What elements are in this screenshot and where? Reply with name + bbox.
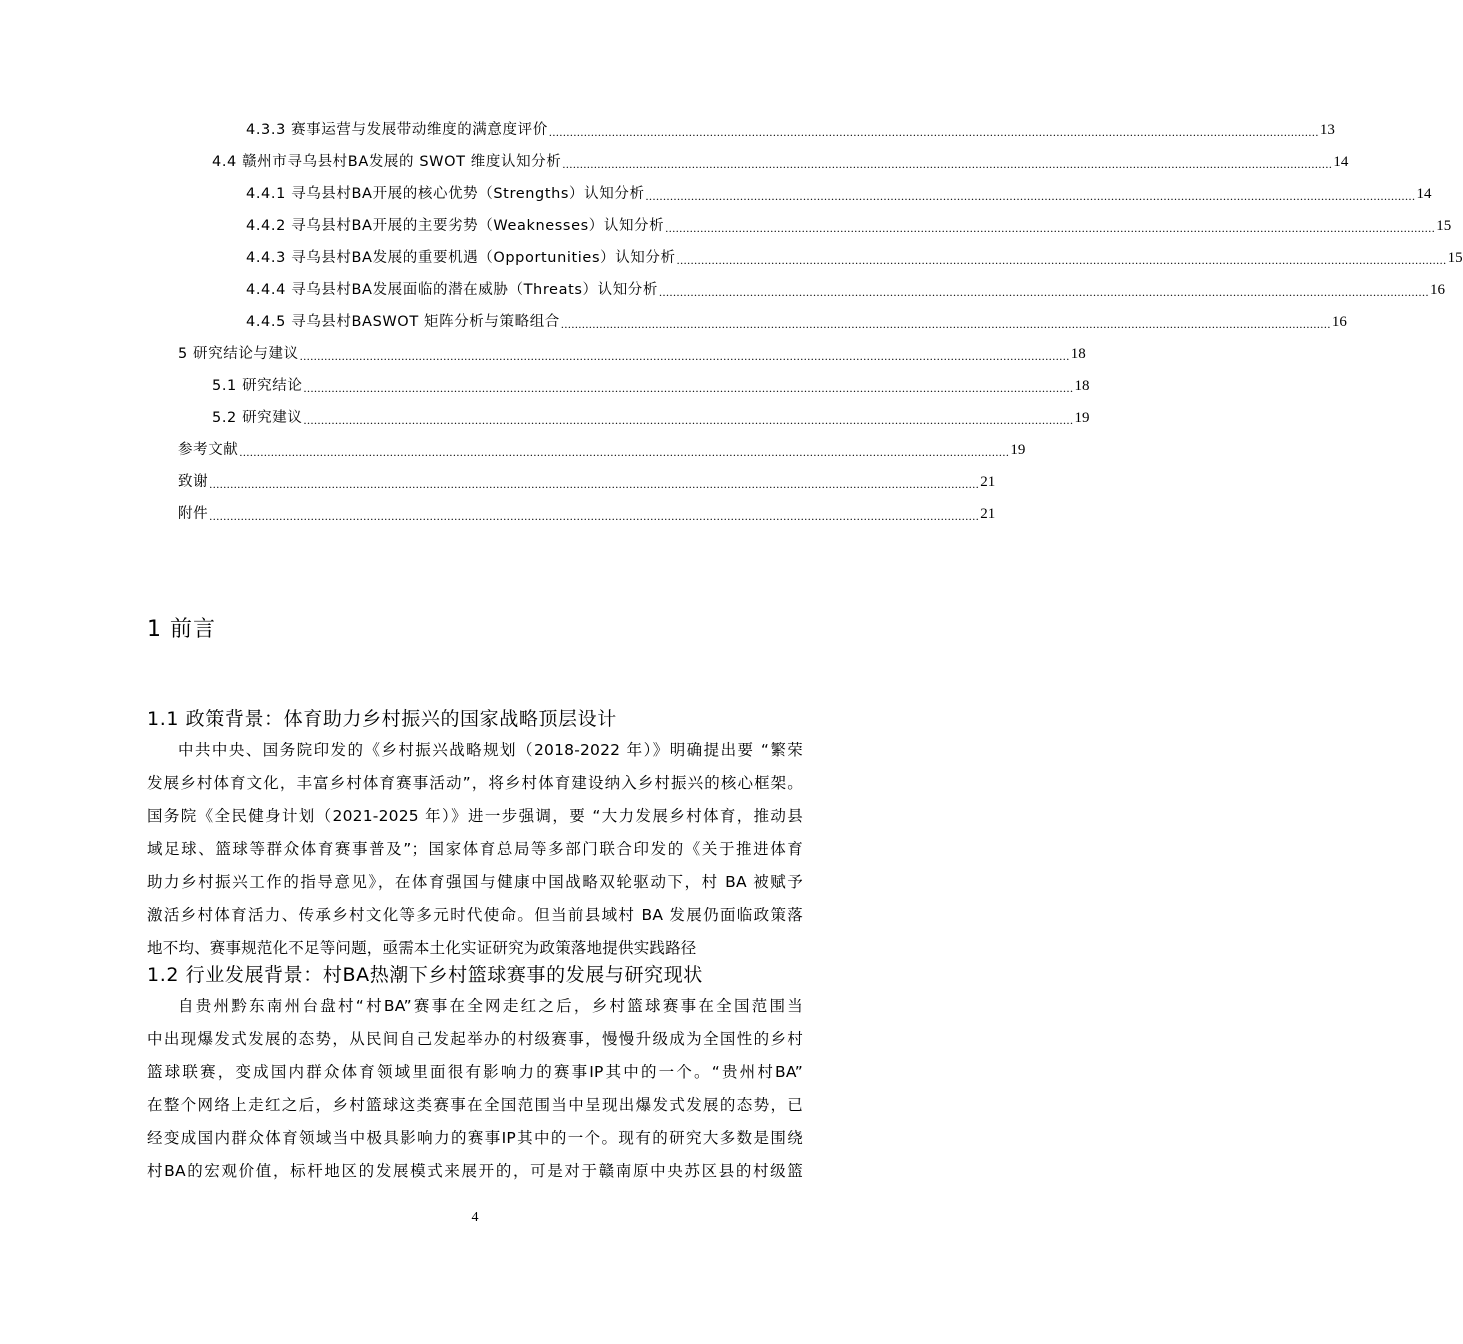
toc-leader-dots: ............................................................................................................................................................................................................................: [562, 157, 1333, 171]
toc-entry[interactable]: [178, 471, 996, 493]
paragraph-line: 在整个网络上走红之后，乡村篮球这类赛事在全国范围当中呈现出爆发式发展的态势，已: [147, 1096, 803, 1114]
toc-entry-page: 21: [980, 506, 996, 522]
toc-entry[interactable]: [246, 311, 1347, 333]
paragraph-line: 地不均、赛事规范化不足等问题，亟需本土化实证研究为政策落地提供实践路径: [147, 939, 697, 957]
toc-entry[interactable]: [178, 439, 1026, 461]
paragraph-line: 中共中央、国务院印发的《乡村振兴战略规划（2018-2022 年）》明确提出要 “繁荣: [178, 741, 803, 759]
paragraph: [147, 990, 803, 1188]
toc-entry-page: 21: [980, 474, 996, 490]
toc-entry-title: 致谢: [178, 474, 209, 490]
toc-leader-dots: ............................................................................................................................................................................................................................: [239, 445, 1010, 459]
paragraph-line: 激活乡村体育活力、传承乡村文化等多元时代使命。但当前县域村 BA 发展仍面临政策落: [147, 906, 803, 924]
toc-leader-dots: ............................................................................................................................................................................................................................: [303, 413, 1074, 427]
paragraph-line: 自贵州黔东南州台盘村“村BA”赛事在全网走红之后，乡村篮球赛事在全国范围当: [178, 997, 803, 1015]
paragraph-line: 经变成国内群众体育领域当中极具影响力的赛事IP其中的一个。现有的研究大多数是围绕: [147, 1129, 803, 1147]
toc-entry-page: 19: [1010, 442, 1026, 458]
toc-leader-dots: ............................................................................................................................................................................................................................: [645, 189, 1416, 203]
paragraph-line: 助力乡村振兴工作的指导意见》，在体育强国与健康中国战略双轮驱动下，村 BA 被赋予: [147, 873, 803, 891]
toc-entry[interactable]: [212, 375, 1090, 397]
chapter-title: 1 前言: [147, 617, 216, 642]
toc-entry[interactable]: [246, 279, 1446, 301]
toc-entry-title: 参考文献: [178, 442, 239, 458]
toc-entry-page: 19: [1074, 410, 1090, 426]
toc-entry-page: 13: [1319, 122, 1335, 138]
toc-entry[interactable]: [212, 151, 1349, 173]
toc-leader-dots: ............................................................................................................................................................................................................................: [299, 349, 1070, 363]
toc-entry-page: 18: [1070, 346, 1086, 362]
toc-leader-dots: ............................................................................................................................................................................................................................: [676, 253, 1447, 267]
toc-entry-page: 15: [1447, 250, 1463, 266]
toc-entry-title: 4.3.3 赛事运营与发展带动维度的满意度评价: [246, 122, 548, 138]
paragraph-line: 村BA的宏观价值，标杆地区的发展模式来展开的，可是对于赣南原中央苏区县的村级篮: [147, 1162, 803, 1180]
paragraph-line: 国务院《全民健身计划（2021-2025 年）》进一步强调，要 “大力发展乡村体育，推动县: [147, 807, 803, 825]
toc-entry-page: 14: [1416, 186, 1432, 202]
toc-entry[interactable]: [178, 343, 1086, 365]
toc-entry-page: 15: [1436, 218, 1452, 234]
toc-entry-title: 4.4.3 寻乌县村BA发展的重要机遇（Opportunities）认知分析: [246, 250, 676, 266]
page-number: 4: [471, 1210, 479, 1225]
toc-entry-page: 14: [1333, 154, 1349, 170]
toc-entry[interactable]: [246, 119, 1335, 141]
toc-entry-title: 5.1 研究结论: [212, 378, 303, 394]
toc-entry[interactable]: [178, 503, 996, 525]
toc-leader-dots: ............................................................................................................................................................................................................................: [209, 509, 980, 523]
toc-entry-title: 5 研究结论与建议: [178, 346, 299, 362]
toc-leader-dots: ............................................................................................................................................................................................................................: [659, 285, 1430, 299]
toc-entry-title: 4.4.4 寻乌县村BA发展面临的潜在威胁（Threats）认知分析: [246, 282, 659, 298]
toc-leader-dots: ............................................................................................................................................................................................................................: [303, 381, 1074, 395]
toc-entry-title: 5.2 研究建议: [212, 410, 303, 426]
paragraph-line: 中出现爆发式发展的态势，从民间自己发起举办的村级赛事，慢慢升级成为全国性的乡村: [147, 1030, 803, 1048]
toc-entry[interactable]: [246, 183, 1432, 205]
paragraph-line: 域足球、篮球等群众体育赛事普及”；国家体育总局等多部门联合印发的《关于推进体育: [147, 840, 803, 858]
paragraph: [147, 734, 803, 965]
toc-leader-dots: ............................................................................................................................................................................................................................: [209, 477, 980, 491]
toc-entry-title: 4.4.5 寻乌县村BASWOT 矩阵分析与策略组合: [246, 314, 560, 330]
toc-entry-page: 18: [1074, 378, 1090, 394]
toc-entry[interactable]: [212, 407, 1090, 429]
toc-entry-title: 4.4 赣州市寻乌县村BA发展的 SWOT 维度认知分析: [212, 154, 562, 170]
toc-entry-page: 16: [1430, 282, 1446, 298]
toc-leader-dots: ............................................................................................................................................................................................................................: [560, 317, 1331, 331]
toc-entry-title: 附件: [178, 506, 209, 522]
toc-entry-page: 16: [1331, 314, 1347, 330]
toc-entry-title: 4.4.2 寻乌县村BA开展的主要劣势（Weaknesses）认知分析: [246, 218, 665, 234]
toc-entry-title: 4.4.1 寻乌县村BA开展的核心优势（Strengths）认知分析: [246, 186, 645, 202]
toc-entry[interactable]: [246, 247, 1463, 269]
paragraph-line: 发展乡村体育文化，丰富乡村体育赛事活动”，将乡村体育建设纳入乡村振兴的核心框架。: [147, 774, 803, 792]
toc-leader-dots: ............................................................................................................................................................................................................................: [548, 125, 1319, 139]
toc-entry[interactable]: [246, 215, 1452, 237]
paragraph-line: 篮球联赛，变成国内群众体育领域里面很有影响力的赛事IP其中的一个。“贵州村BA”: [147, 1063, 803, 1081]
section-title: 1.1 政策背景：体育助力乡村振兴的国家战略顶层设计: [147, 708, 617, 730]
section-title: 1.2 行业发展背景：村BA热潮下乡村篮球赛事的发展与研究现状: [147, 964, 703, 986]
toc-leader-dots: ............................................................................................................................................................................................................................: [665, 221, 1436, 235]
